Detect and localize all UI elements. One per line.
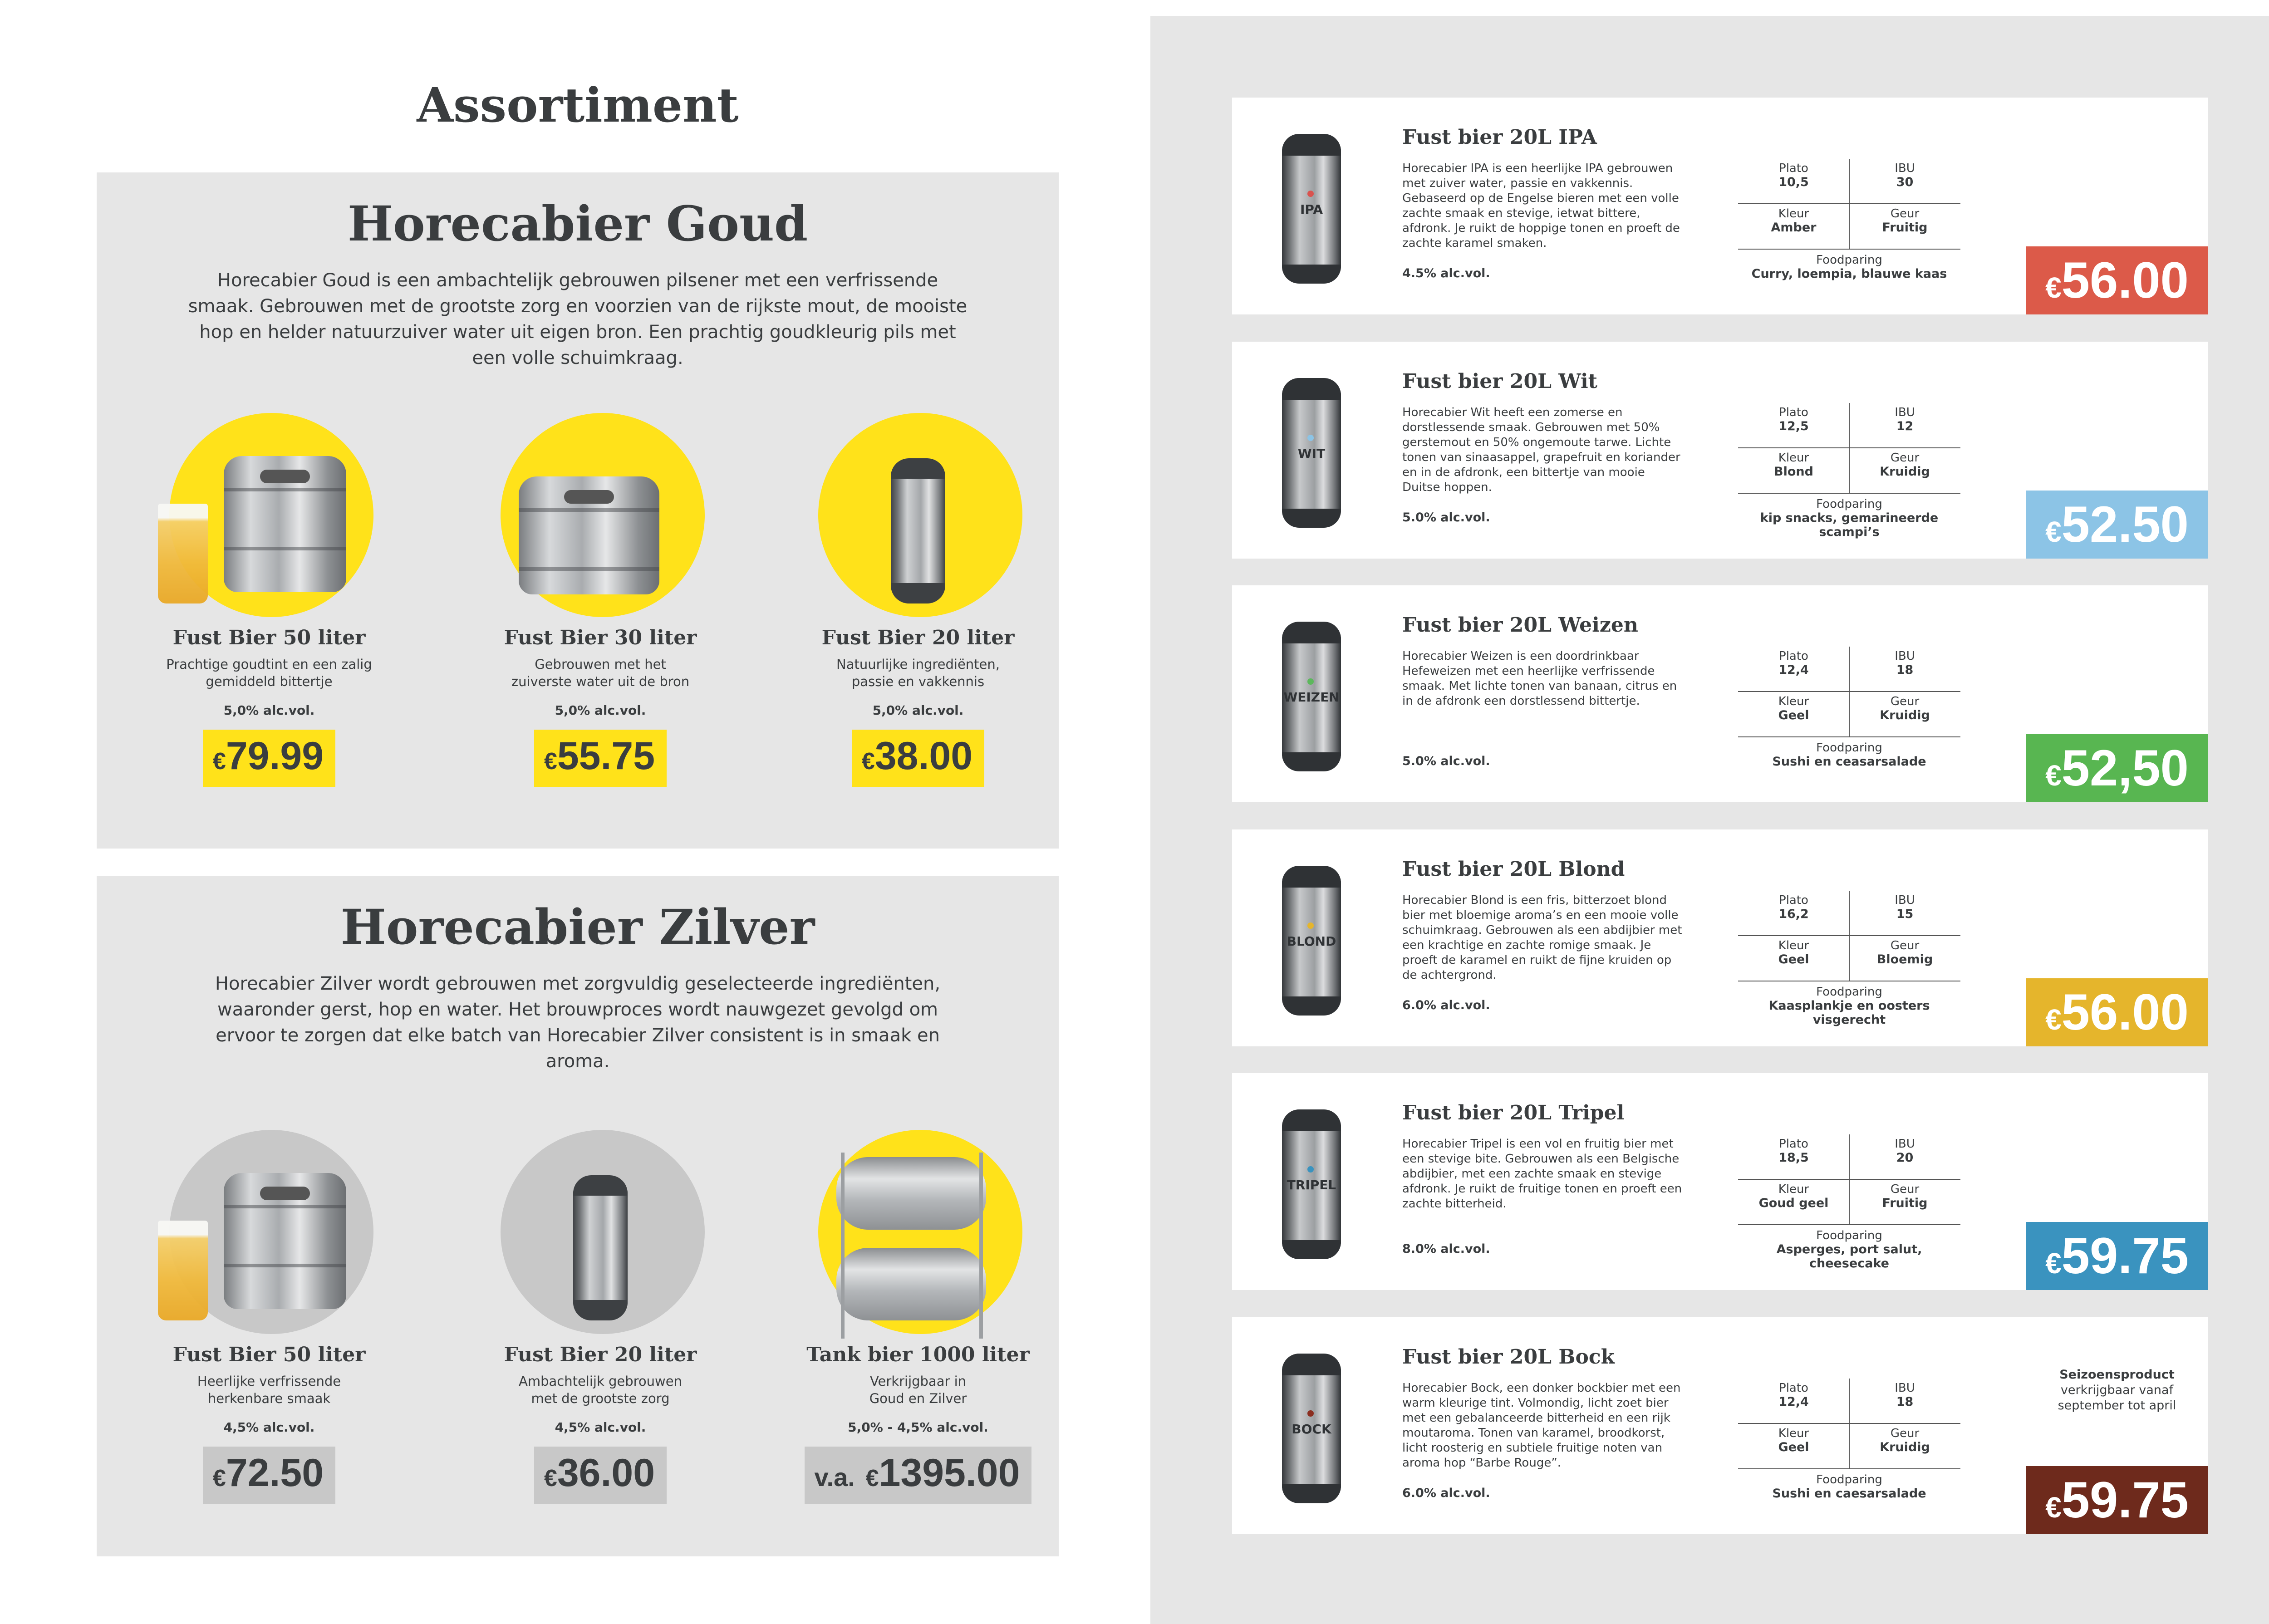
product-desc: Verkrijgbaar in Goud en Zilver <box>869 1374 967 1406</box>
keg-image <box>1282 378 1341 528</box>
divider <box>1849 159 1850 250</box>
spec-kleur <box>1738 204 1849 250</box>
spec-value: Blond <box>1774 465 1813 479</box>
spec-value: Kruidig <box>1880 1440 1930 1454</box>
spec-value: Geel <box>1778 1440 1809 1454</box>
price-value: 1395.00 <box>879 1451 1020 1495</box>
spec-ibu <box>1849 403 1960 448</box>
spec-label: Plato <box>1779 162 1808 175</box>
product-title: Fust bier 20L IPA <box>1402 126 1597 149</box>
spec-value: 12,5 <box>1778 419 1809 433</box>
euro-sign: € <box>861 748 875 775</box>
spec-value: Kruidig <box>1880 708 1930 722</box>
spec-label: Kleur <box>1778 939 1809 952</box>
spec-table <box>1738 647 1960 769</box>
product-desc: Horecabier Wit heeft een zomerse en dorstlessende smaak. Gebrouwen met 50% gerstemout en 50% ongemoute tarwe. Lichte tonen van sinaasappel, grapefruit en koriander en in de afdronk, een bittertje van mooie Duitse hoppen. <box>1402 406 1680 494</box>
keg-label: IPA <box>1300 202 1323 217</box>
price-badge <box>203 730 335 787</box>
spec-ibu <box>1849 1134 1960 1180</box>
food-value: Curry, loempia, blauwe kaas <box>1751 267 1947 281</box>
keg-color-dot <box>1307 191 1314 197</box>
product-alc: 5,0% alc.vol. <box>872 703 964 718</box>
euro-sign: € <box>212 1465 226 1492</box>
euro-sign: € <box>2045 759 2062 792</box>
page-title: Assortiment <box>417 77 739 133</box>
spec-ibu <box>1849 159 1960 204</box>
spec-value: Kruidig <box>1880 465 1930 479</box>
spec-label: Plato <box>1779 1381 1808 1395</box>
food-label: Foodparing <box>1816 1473 1882 1487</box>
keg-50l-image <box>224 1173 346 1309</box>
product-desc: Horecabier Blond is een fris, bitterzoet blond bier met bloemige aroma’s en een mooie volle schuimkraag. Gebrouwen als een abdijbier met een krachtige en zachte romige smaak. Je proeft de karamel en ruikt de fijne kruiden op de achtergrond. <box>1402 893 1682 982</box>
price-badge <box>2026 246 2208 314</box>
spec-grid <box>1738 891 1960 981</box>
euro-sign: € <box>212 748 226 775</box>
divider <box>1738 447 1960 448</box>
spec-label: Geur <box>1890 1182 1920 1196</box>
spec-geur <box>1849 1180 1960 1225</box>
product-alc: 4,5% alc.vol. <box>223 1420 315 1435</box>
spec-value: 30 <box>1896 175 1914 189</box>
price-value: 56.00 <box>2061 252 2189 309</box>
product-name: Fust Bier 50 liter <box>172 626 366 649</box>
spec-geur <box>1849 448 1960 494</box>
spec-ibu <box>1849 891 1960 936</box>
spec-value: 18,5 <box>1778 1151 1809 1165</box>
spec-label: IBU <box>1895 406 1915 419</box>
spec-label: Geur <box>1890 1427 1920 1440</box>
product-card <box>1232 585 2208 802</box>
keg-color-dot <box>1307 678 1314 685</box>
spec-table <box>1738 891 1960 1027</box>
spec-label: Plato <box>1779 893 1808 907</box>
spec-table <box>1738 159 1960 281</box>
spec-label: Geur <box>1890 695 1920 708</box>
product-zilver-20l <box>464 1130 737 1504</box>
price-value: 56.00 <box>2061 984 2189 1040</box>
product-desc: Gebrouwen met het zuiverste water uit de bron <box>511 657 690 689</box>
price-value: 59.75 <box>2061 1227 2189 1284</box>
product-desc: Natuurlijke ingrediënten, passie en vakkennis <box>836 657 1000 689</box>
beer-glass-image <box>158 504 208 603</box>
product-desc: Horecabier IPA is een heerlijke IPA gebrouwen met zuiver water, passie en vakkennis. Gebaseerd op de Engelse bieren met een volle zachte smaak en stevige, ietwat bittere, afdronk. Je ruikt de hoppige tonen en proeft de zachte karamel smaken. <box>1402 162 1680 250</box>
keg-20l-image <box>573 1175 628 1320</box>
keg-20l-image <box>891 458 945 603</box>
keg-30l-image <box>519 476 659 594</box>
spec-label: Kleur <box>1778 1182 1809 1196</box>
spec-plato <box>1738 1134 1849 1180</box>
spec-grid <box>1738 159 1960 250</box>
spec-kleur <box>1738 692 1849 737</box>
spec-label: IBU <box>1895 893 1915 907</box>
right-page <box>1150 16 2269 1624</box>
section-goud <box>97 172 1059 849</box>
price-badge <box>2026 734 2208 802</box>
spec-label: Geur <box>1890 451 1920 465</box>
spec-value: Goud geel <box>1758 1196 1829 1210</box>
keg-label: BOCK <box>1292 1422 1331 1437</box>
food-value: kip snacks, gemarineerde scampi’s <box>1760 511 1939 539</box>
season-note <box>2026 1367 2208 1413</box>
left-page <box>0 0 1125 1624</box>
spec-ibu <box>1849 647 1960 692</box>
spec-value: 16,2 <box>1778 907 1809 921</box>
section-title-goud: Horecabier Goud <box>347 195 808 252</box>
keg-label: WIT <box>1297 446 1326 461</box>
divider <box>1849 1134 1850 1225</box>
price-badge <box>2026 491 2208 559</box>
price-badge <box>852 730 984 787</box>
product-desc: Horecabier Tripel is een vol en fruitig bier met een stevige bite. Gebrouwen als een Belgische abdijbier, met een zachte smaak en stevige afdronk. Je ruikt de fruitige tonen en proeft een zachte bitterheid. <box>1402 1137 1682 1211</box>
food-pairing <box>1738 1229 1960 1271</box>
food-label: Foodparing <box>1816 1229 1882 1242</box>
divider <box>1738 1423 1960 1424</box>
spec-geur <box>1849 204 1960 250</box>
divider <box>1849 891 1850 981</box>
spec-value: Fruitig <box>1882 1196 1928 1210</box>
spec-value: 20 <box>1896 1151 1914 1165</box>
spec-value: 18 <box>1896 1395 1914 1409</box>
product-desc: Horecabier Weizen is een doordrinkbaar Hefeweizen met een heerlijke verfrissende smaak. Met lichte tonen van banaan, citrus en in de afdronk een dorstlessend bittertje. <box>1402 649 1677 708</box>
product-name: Fust Bier 30 liter <box>504 626 697 649</box>
product-image <box>464 1130 737 1343</box>
product-title: Fust bier 20L Blond <box>1402 858 1625 881</box>
price-badge <box>534 730 667 787</box>
price-badge <box>2026 1222 2208 1290</box>
product-alc: 5.0% alc.vol. <box>1402 510 1490 525</box>
divider <box>1849 1379 1850 1469</box>
section-title-zilver: Horecabier Zilver <box>340 898 815 955</box>
product-card <box>1232 1073 2208 1290</box>
euro-sign: € <box>544 748 557 775</box>
euro-sign: € <box>2045 1491 2062 1524</box>
price-value: 38.00 <box>874 734 973 778</box>
divider <box>1738 691 1960 692</box>
spec-table <box>1738 403 1960 539</box>
price-badge <box>534 1447 667 1504</box>
spec-grid <box>1738 1134 1960 1225</box>
product-image <box>133 1130 405 1343</box>
price-prefix: v.a. <box>814 1463 855 1492</box>
spec-value: 12,4 <box>1778 663 1809 677</box>
keg-image <box>1282 622 1341 771</box>
spec-label: Plato <box>1779 649 1808 663</box>
price-badge <box>805 1447 1032 1504</box>
product-name: Fust Bier 20 liter <box>504 1343 697 1366</box>
product-desc: Ambachtelijk gebrouwen met de grootste zorg <box>519 1374 682 1406</box>
spec-geur <box>1849 936 1960 981</box>
euro-sign: € <box>2045 271 2062 304</box>
food-label: Foodparing <box>1816 985 1882 999</box>
food-label: Foodparing <box>1816 497 1882 511</box>
keg-color-dot <box>1307 435 1314 441</box>
divider <box>1738 1179 1960 1180</box>
product-image <box>782 413 1054 626</box>
spec-plato <box>1738 403 1849 448</box>
spec-label: IBU <box>1895 162 1915 175</box>
spec-label: Geur <box>1890 207 1920 221</box>
season-text: verkrijgbaar vanaf september tot april <box>2058 1383 2176 1413</box>
product-alc: 6.0% alc.vol. <box>1402 998 1490 1012</box>
spec-value: Amber <box>1771 221 1817 235</box>
spec-label: Kleur <box>1778 207 1809 221</box>
food-pairing <box>1738 1473 1960 1501</box>
price-badge <box>2026 978 2208 1046</box>
price-value: 72.50 <box>226 1451 324 1495</box>
spec-kleur <box>1738 448 1849 494</box>
product-desc: Heerlijke verfrissende herkenbare smaak <box>197 1374 341 1406</box>
spec-value: 12,4 <box>1778 1395 1809 1409</box>
price-value: 79.99 <box>226 734 324 778</box>
spec-value: Geel <box>1778 952 1809 967</box>
keg-color-dot <box>1307 922 1314 929</box>
food-pairing <box>1738 985 1960 1027</box>
product-title: Fust bier 20L Tripel <box>1402 1101 1625 1124</box>
spec-label: Geur <box>1890 939 1920 952</box>
divider <box>1738 203 1960 204</box>
product-image <box>782 1130 1054 1343</box>
spec-grid <box>1738 1379 1960 1469</box>
product-alc: 6.0% alc.vol. <box>1402 1486 1490 1500</box>
euro-sign: € <box>865 1465 879 1492</box>
spec-value: 18 <box>1896 663 1914 677</box>
price-value: 52.50 <box>2061 496 2189 553</box>
food-pairing <box>1738 497 1960 539</box>
spec-grid <box>1738 647 1960 737</box>
food-label: Foodparing <box>1816 741 1882 755</box>
product-goud-20l <box>782 413 1054 787</box>
product-zilver-50l <box>133 1130 405 1504</box>
spec-label: IBU <box>1895 1137 1915 1151</box>
spec-label: IBU <box>1895 1381 1915 1395</box>
price-value: 52,50 <box>2061 740 2189 796</box>
spec-grid <box>1738 403 1960 494</box>
spec-kleur <box>1738 1180 1849 1225</box>
euro-sign: € <box>2045 515 2062 548</box>
product-desc: Horecabier Bock, een donker bockbier met een warm kleurige tint. Volmondig, licht zoet bier met een gebalanceerde bitterheid en een rijk moutaroma. Tonen van karamel, broodkorst, licht roosterig en subtiele fruitige noten van aroma hop “Barbe Rouge”. <box>1402 1381 1681 1470</box>
product-zilver-tank <box>773 1130 1063 1504</box>
product-alc: 8.0% alc.vol. <box>1402 1242 1490 1256</box>
spec-plato <box>1738 891 1849 936</box>
divider <box>1738 1224 1960 1225</box>
divider <box>1738 249 1960 250</box>
spec-geur <box>1849 692 1960 737</box>
keg-color-dot <box>1307 1410 1314 1417</box>
food-label: Foodparing <box>1816 253 1882 267</box>
keg-label: BLOND <box>1287 934 1336 949</box>
product-alc: 5,0% alc.vol. <box>223 703 315 718</box>
spec-value: 10,5 <box>1778 175 1809 189</box>
product-alc: 5.0% alc.vol. <box>1402 754 1490 768</box>
product-image <box>464 413 737 626</box>
food-value: Asperges, port salut, cheesecake <box>1776 1242 1922 1271</box>
product-alc: 4.5% alc.vol. <box>1402 266 1490 280</box>
divider <box>1738 1468 1960 1469</box>
price-value: 59.75 <box>2061 1472 2189 1528</box>
price-badge <box>203 1447 335 1504</box>
divider <box>1849 403 1850 494</box>
product-name: Fust Bier 20 liter <box>821 626 1015 649</box>
keg-color-dot <box>1307 1166 1314 1173</box>
divider <box>1738 935 1960 936</box>
spec-geur <box>1849 1424 1960 1469</box>
divider <box>1738 493 1960 494</box>
euro-sign: € <box>544 1465 557 1492</box>
section-desc-zilver: Horecabier Zilver wordt gebrouwen met zorgvuldig geselecteerde ingrediënten, waaronder gerst, hop en water. Het brouwproces wordt nauwgezet gevolgd om ervoor te zorgen dat elke batch van Horecabier Zilver consistent is in smaak en aroma. <box>215 973 941 1072</box>
product-name: Tank bier 1000 liter <box>806 1343 1030 1366</box>
divider <box>1849 647 1850 737</box>
spec-kleur <box>1738 1424 1849 1469</box>
euro-sign: € <box>2045 1003 2062 1036</box>
product-title: Fust bier 20L Weizen <box>1402 613 1638 637</box>
keg-image <box>1282 134 1341 284</box>
spec-plato <box>1738 159 1849 204</box>
product-image <box>133 413 405 626</box>
spec-label: Plato <box>1779 1137 1808 1151</box>
spec-label: Plato <box>1779 406 1808 419</box>
product-card <box>1232 829 2208 1046</box>
spec-ibu <box>1849 1379 1960 1424</box>
spec-label: Kleur <box>1778 695 1809 708</box>
keg-50l-image <box>224 456 346 592</box>
keg-image <box>1282 1109 1341 1259</box>
section-desc-goud: Horecabier Goud is een ambachtelijk gebrouwen pilsener met een verfrissende smaak. Gebrouwen met de grootste zorg en voorzien van de rijkste mout, de mooiste hop en helder natuurzuiver water uit eigen bron. Een prachtig goudkleurig pils met een volle schuimkraag. <box>188 270 968 368</box>
price-badge <box>2026 1466 2208 1534</box>
food-value: Sushi en caesarsalade <box>1772 1487 1926 1501</box>
price-value: 36.00 <box>557 1451 655 1495</box>
food-pairing <box>1738 253 1960 281</box>
keg-image <box>1282 1354 1341 1503</box>
product-name: Fust Bier 50 liter <box>172 1343 366 1366</box>
spec-value: 12 <box>1896 419 1914 433</box>
spec-label: IBU <box>1895 649 1915 663</box>
product-alc: 5,0% - 4,5% alc.vol. <box>848 1420 988 1435</box>
euro-sign: € <box>2045 1247 2062 1280</box>
keg-image <box>1282 866 1341 1016</box>
spec-label: Kleur <box>1778 451 1809 465</box>
product-desc: Prachtige goudtint en een zalig gemiddeld bittertje <box>166 657 372 689</box>
product-goud-30l <box>464 413 737 787</box>
tank-image <box>836 1143 991 1339</box>
food-pairing <box>1738 741 1960 769</box>
spec-kleur <box>1738 936 1849 981</box>
spec-value: Geel <box>1778 708 1809 722</box>
product-card <box>1232 1317 2208 1534</box>
food-value: Kaasplankje en oosters visgerecht <box>1768 999 1930 1027</box>
beer-glass-image <box>158 1221 208 1320</box>
spec-table <box>1738 1134 1960 1271</box>
price-value: 55.75 <box>557 734 655 778</box>
spec-label: Kleur <box>1778 1427 1809 1440</box>
keg-label: WEIZEN <box>1283 690 1340 705</box>
divider <box>1738 736 1960 737</box>
season-title: Seizoensproduct <box>2059 1368 2175 1382</box>
product-card <box>1232 342 2208 559</box>
keg-label: TRIPEL <box>1287 1178 1336 1192</box>
spec-plato <box>1738 1379 1849 1424</box>
section-zilver <box>97 876 1059 1556</box>
food-value: Sushi en ceasarsalade <box>1772 755 1926 769</box>
spec-value: Bloemig <box>1876 952 1933 967</box>
product-alc: 5,0% alc.vol. <box>555 703 646 718</box>
product-title: Fust bier 20L Bock <box>1402 1345 1615 1369</box>
spec-table <box>1738 1379 1960 1501</box>
product-card <box>1232 98 2208 314</box>
spec-value: Fruitig <box>1882 221 1928 235</box>
product-alc: 4,5% alc.vol. <box>555 1420 646 1435</box>
product-goud-50l <box>133 413 405 787</box>
spec-plato <box>1738 647 1849 692</box>
spec-value: 15 <box>1896 907 1914 921</box>
product-title: Fust bier 20L Wit <box>1402 370 1598 393</box>
